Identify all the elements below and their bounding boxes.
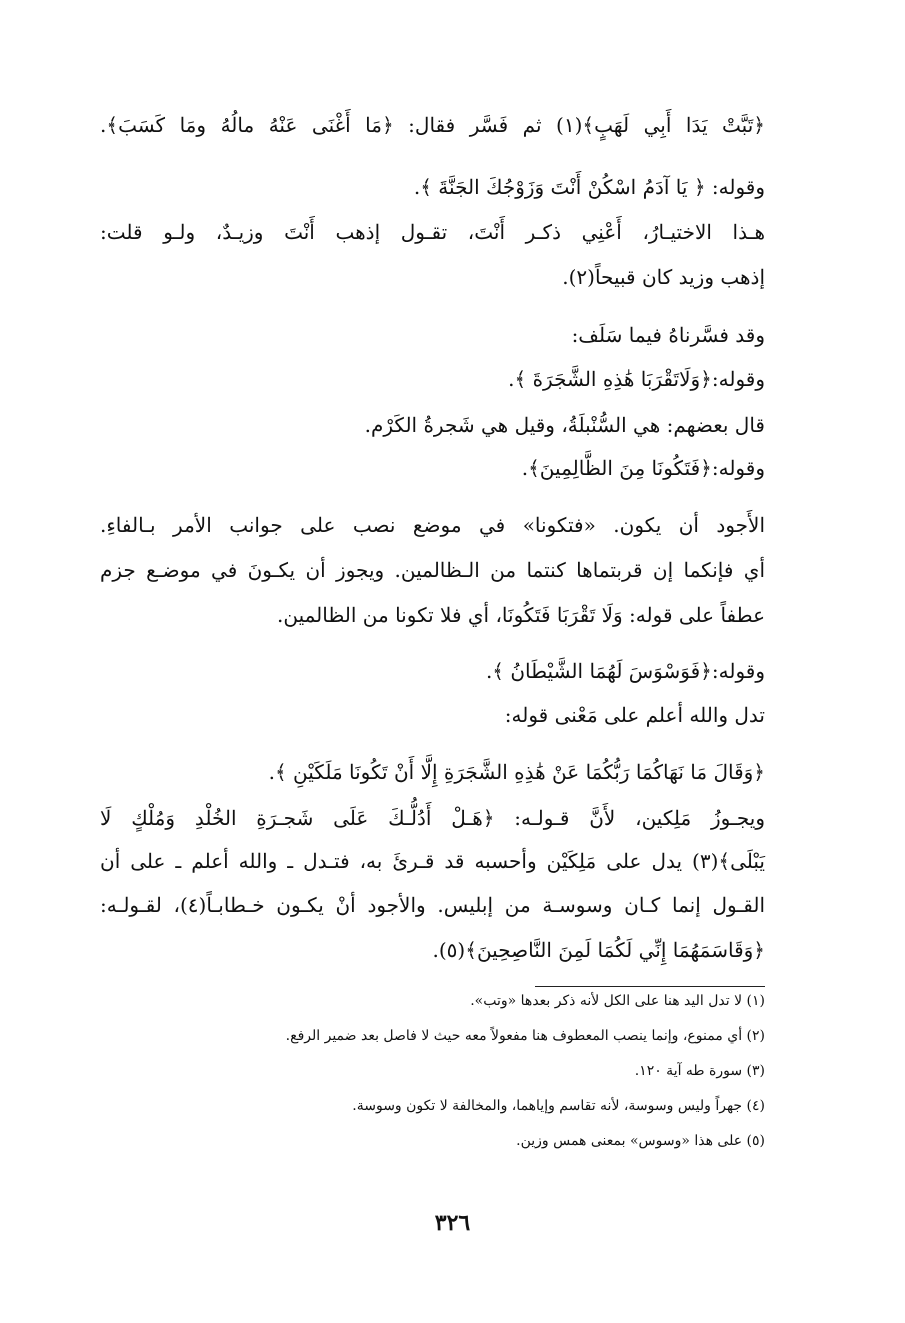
body-line-1: ﴿تَبَّتْ يَدَا أَبِي لَهَبٍ﴾(١) ثم فَسَّر فقال: ﴿مَا أَغْنَى عَنْهُ مالُهُ ومَا كَسَبَ﴾. <box>100 113 766 137</box>
body-line-11: عطفاً على قوله: وَلَا تَقْرَبَا فَتَكُونَا، أي فلا تكونا من الظالمين. <box>277 603 765 627</box>
body-line-7: قال بعضهم: هي السُّنْبلَةُ، وقيل هي شَجرةُ الكَرْم. <box>364 413 765 437</box>
footnote-1: (١) لا تدل اليد هنا على الكل لأنه ذكر بعدها «وتب». <box>470 993 765 1009</box>
body-line-5: وقد فسَّرناهُ فيما سَلَف: <box>571 323 765 347</box>
body-line-13: تدل والله أعلم على مَعْنى قوله: <box>504 703 765 727</box>
body-line-9: الأَجود أن يكون. «فتكونا» في موضع نصب على جوانب الأمر بـالفاءِ. <box>100 513 765 537</box>
footnote-4: (٤) جهراً وليس وسوسة، لأنه تقاسم وإياهما، والمخالفة لا تكون وسوسة. <box>352 1098 765 1114</box>
body-line-17: القـول إنما كـان وسوسـة من إبليس. والأجود أنْ يكـون خـطابـاً(٤)، لقـولـه: <box>100 893 766 917</box>
body-line-15: ويجـوزُ مَلِكين، لأَنَّ قـولـه: ﴿هَـلْ أَدُلُّـكَ عَلَى شَجـرَةِ الخُلْدِ وَمُلْكٍ لَا <box>100 806 765 830</box>
body-line-16: يَبْلَى﴾(٣) يدل على مَلِكَيْن وأحسبه قد قـرئَ به، فتـدل ـ والله أعلم ـ على أن <box>100 849 765 873</box>
body-line-6: وقوله:﴿وَلَاتَقْرَبَا هَٰذِهِ الشَّجَرَةَ ﴾. <box>508 367 765 391</box>
body-line-2: وقوله: ﴿ يَا آدَمُ اسْكُنْ أَنْتَ وَزَوْجُكَ الجَنَّةَ ﴾. <box>413 175 765 199</box>
footnote-5: (٥) على هذا «وسوس» بمعنى همس وزين. <box>516 1133 765 1149</box>
page-number: ٣٢٦ <box>434 1210 471 1236</box>
body-line-3: هـذا الاختيـارُ، أَعْنِي ذكـر أَنْتَ، تقـول إذهب أَنْتَ وزيـدٌ، ولـو قلت: <box>100 220 765 244</box>
body-line-10: أي فإنكما إن قربتماها كنتما من الـظالمين. ويجوز أن يكـونَ في موضـع جزم <box>100 558 765 582</box>
body-line-14: ﴿وَقَالَ مَا نَهَاكُمَا رَبُّكُمَا عَنْ هَٰذِهِ الشَّجَرَةِ إِلَّا أَنْ تَكُونَا مَلَكَيْنِ ﴾. <box>268 760 765 784</box>
body-line-4: إذهب وزيد كان قبيحاً(٢). <box>562 265 765 289</box>
body-line-12: وقوله:﴿فَوَسْوَسَ لَهُمَا الشَّيْطَانُ ﴾. <box>485 659 765 683</box>
footnote-3: (٣) سورة طه آية ١٢٠. <box>634 1063 765 1079</box>
footnote-separator <box>535 986 765 987</box>
body-line-18: ﴿وَقَاسَمَهُمَا إِنِّي لَكُمَا لَمِنَ النَّاصِحِينَ﴾(٥). <box>432 938 765 962</box>
body-line-8: وقوله:﴿فَتَكُونَا مِنَ الظَّالِمِينَ﴾. <box>521 456 765 480</box>
footnote-2: (٢) أي ممنوع، وإنما ينصب المعطوف هنا مفعولاً معه حيث لا فاصل بعد ضمير الرفع. <box>285 1028 765 1044</box>
